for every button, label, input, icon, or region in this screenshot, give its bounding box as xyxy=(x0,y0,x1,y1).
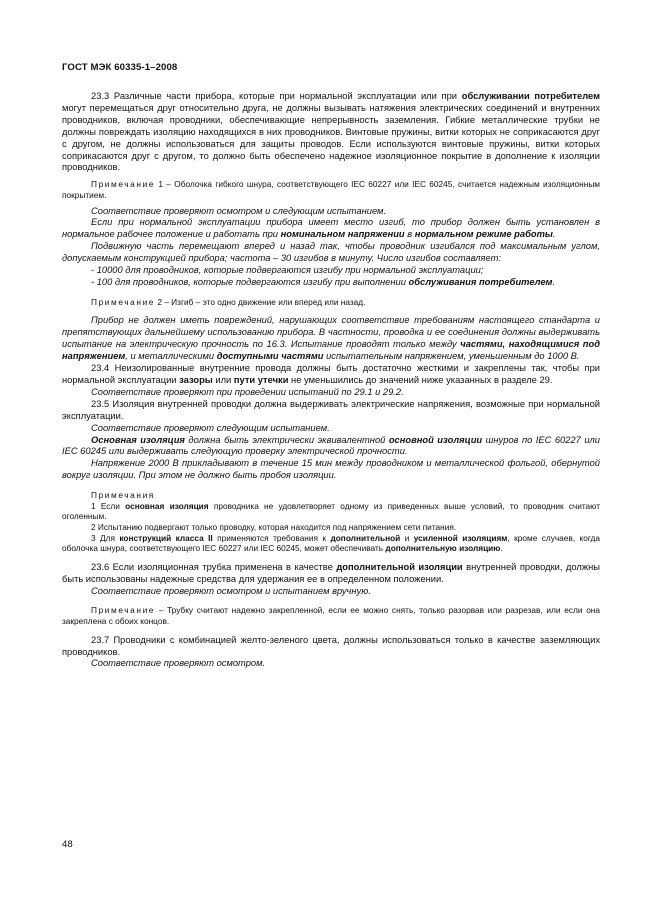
compliance-check-1: Соответствие проверяют осмотром и следующим испытанием. xyxy=(91,205,387,216)
note-1: Примечание 1 – Оболочка гибкого шнура, соответствующего IEC 60227 или IEC 60245, считается надежным изоляционным покрытием. xyxy=(62,179,600,200)
voltage-test: Напряжение 2000 В прикладывают в течение 15 мин между проводником и металлической фольгой, обернутой вокруг изоляции. При этом не должно быть пробоя изоляции. xyxy=(62,458,600,481)
bending-requirement: Если при нормальной эксплуатации прибора имеет место изгиб, то прибор должен быть установлен в нормальное рабочее положение и работать при номинальном напряжении в нормальном режиме работы. xyxy=(62,217,600,240)
term-supplementary-insulation: дополнительной изоляции xyxy=(336,561,463,572)
term-live-parts: частями, находящимися под напряжением xyxy=(62,339,600,362)
term-reinforced-insulation: усиленной изоляциям xyxy=(413,532,508,543)
list-item-1: - 10000 для проводников, которые подвергаются изгибу при нормальной эксплуатации; xyxy=(91,265,484,276)
notes-item-1: 1 Если основная изоляция проводника не удовлетворяет одному из приведенных выше условий, то проводник считают оголенным. xyxy=(62,500,600,522)
note-label: Примечание xyxy=(91,296,156,307)
term-creepage-distances: пути утечки xyxy=(233,375,289,385)
clause-23-4: 23.4 Неизолированные внутренние провода должны быть достаточно жесткими и закреплены так, чтобы при нормальной эксплуатации зазоры или пути утечки не уменьшились до значений ниже указанных в разделе 29. xyxy=(62,363,600,385)
basic-insulation-requirement: Основная изоляция должна быть электрически эквивалентной основной изоляции шнуров по IEC 60227 или IEC 60245 или выдерживать следующую проверку электрической прочности. xyxy=(62,434,600,457)
term-normal-operation: нормальном режиме работы xyxy=(414,229,553,240)
movable-part-test: Подвижную часть перемещают вперед и назад так, чтобы проводник изгибался под максимальным углом, допускаемым конструкцией прибора; частота – 30 изгибов в минуту. Число изгибов составляет: xyxy=(62,241,600,264)
term-basic-insulation: основная изоляция xyxy=(125,500,209,511)
notes-item-2: 2 Испытанию подвергают только проводку, которая находится под напряжением сети питания. xyxy=(91,521,457,532)
term-class-ii-construction: конструкций класса II xyxy=(119,532,213,543)
term-rated-voltage: номинальном напряжении xyxy=(280,229,405,240)
term-accessible-parts: доступными частями xyxy=(216,351,324,362)
note-3: Примечание – Трубку считают надежно закрепленной, если ее можно снять, только разорвав или разрезав, или если она закреплена с обоих концов. xyxy=(62,605,600,627)
clause-23-3: 23.3 Различные части прибора, которые при нормальной эксплуатации или при обслуживании потребителем могут перемещаться друг относительно друга, не должны вызывать натяжения электрических соединений и внутренних проводников, включая проводники, обеспечивающие непрерывность заземления. Гибкие металлические трубки не должны повреждать изоляцию находящихся в них проводников. Винтовые пружины, витки которых не соприкасаются друг с другом, не должны использоваться для защиты проводов. Если используются винтовые пружины, витки которых соприкасаются друг с другом, то должно быть обеспечено надежное изоляционное покрытие в дополнение к изоляции проводников. xyxy=(62,91,600,173)
compliance-check-5: Соответствие проверяют осмотром. xyxy=(91,658,266,669)
term-user-maintenance: обслуживания потребителем xyxy=(408,276,553,287)
page-content xyxy=(62,91,600,670)
notes-heading: Примечания xyxy=(91,490,155,501)
standard-header: ГОСТ МЭК 60335-1–2008 xyxy=(62,62,178,73)
term-basic-insulation: основной изоляции xyxy=(388,434,483,445)
term-supplementary-insulation: дополнительную изоляцию xyxy=(385,543,501,554)
damage-requirement: Прибор не должен иметь повреждений, нарушающих соответствие требованиям настоящего стандарта и препятствующих дальнейшему использованию прибора. В частности, проводка и ее соединения должны выдерживать испытание на электрическую прочность по 16.3. Испытание проводят только между частями, находящимися под напряжением, и металлическими доступными частями испытательным напряжением, уменьшенным до 1000 В. xyxy=(62,315,600,362)
term-basic-insulation: Основная изоляция xyxy=(91,434,185,445)
clause-23-6: 23.6 Если изоляционная трубка применена в качестве дополнительной изоляции внутренней проводки, должны быть использованы надежные средства для удержания ее в определенном положении. xyxy=(62,561,600,584)
note-label: Примечание xyxy=(91,605,156,616)
compliance-check-3: Соответствие проверяют следующим испытанием. xyxy=(91,422,330,433)
note-2: Примечание 2 – Изгиб – это одно движение или вперед или назад. xyxy=(91,296,366,307)
term-supplementary: дополнительной xyxy=(330,532,401,543)
notes-item-3: 3 Для конструкций класса II применяются требования к дополнительной и усиленной изоляциям, кроме случаев, когда оболочка шнура, соответствующего IEC 60227 или IEC 60245, может обеспечивать дополнительную изоляцию. xyxy=(62,532,600,554)
term-clearances: зазоры xyxy=(179,375,213,385)
compliance-check-2: Соответствие проверяют при проведении испытаний по 29.1 и 29.2. xyxy=(91,386,404,397)
list-item-2: - 100 для проводников, которые подвергаются изгибу при выполнении обслуживания потребителем. xyxy=(91,276,556,287)
term-user-maintenance: обслуживании потребителем xyxy=(461,91,600,101)
clause-23-7: 23.7 Проводники с комбинацией желто-зеленого цвета, должны использоваться только в качестве заземляющих проводников. xyxy=(62,634,600,657)
note-label: Примечание xyxy=(91,179,156,190)
compliance-check-4: Соответствие проверяют осмотром и испытанием вручную. xyxy=(91,585,371,596)
clause-23-5: 23.5 Изоляция внутренней проводки должна выдерживать электрические напряжения, возможные при нормальной эксплуатации. xyxy=(62,398,600,421)
page-number: 48 xyxy=(62,839,73,850)
